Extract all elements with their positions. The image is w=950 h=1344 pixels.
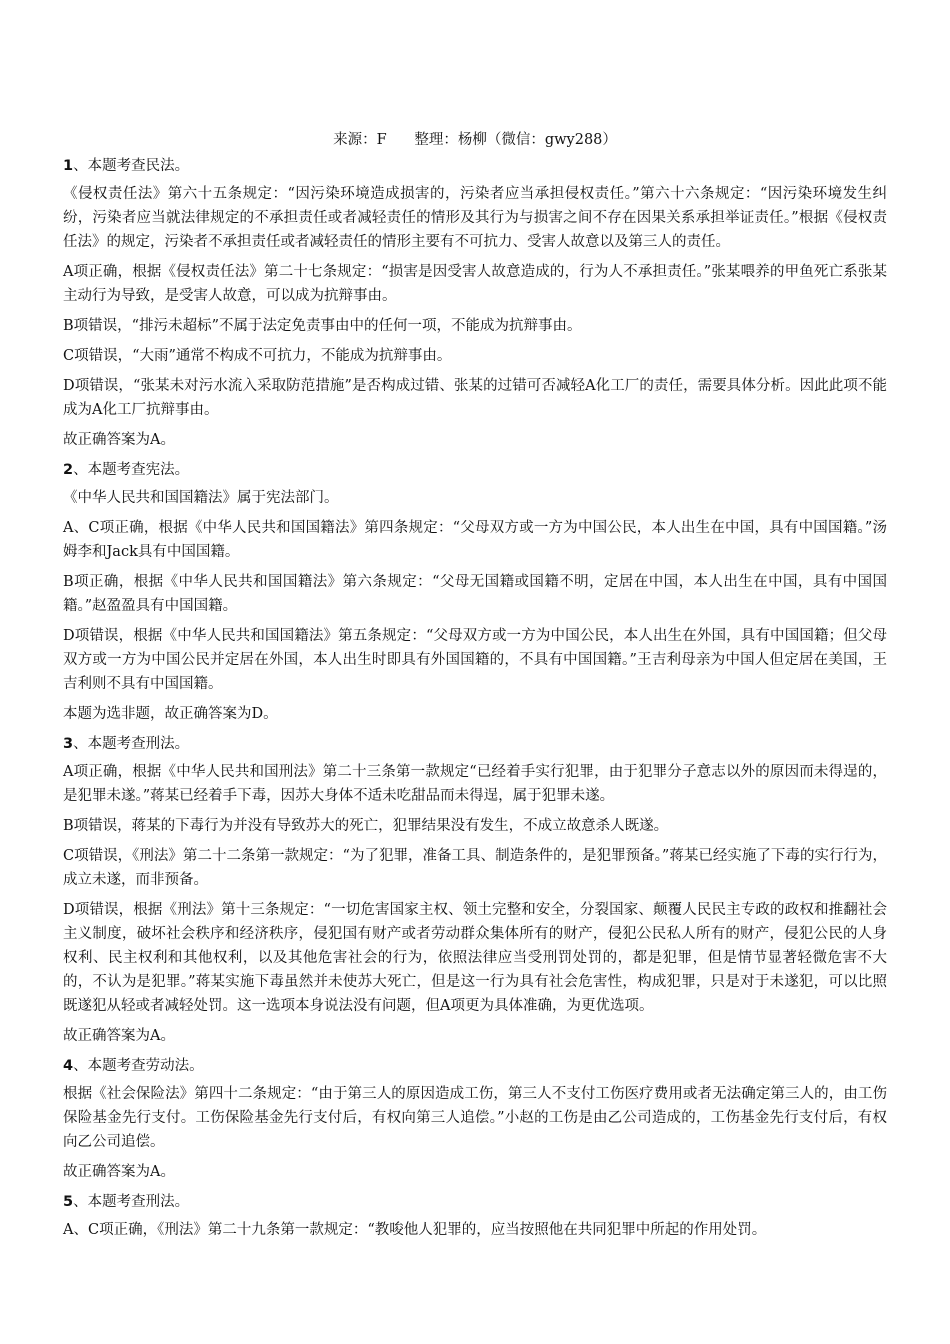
question-title: 4、本题考查劳动法。 bbox=[63, 1058, 204, 1074]
source-label: 来源：F bbox=[333, 132, 387, 148]
question-title: 2、本题考查宪法。 bbox=[63, 462, 190, 478]
question-number: 5 bbox=[63, 1194, 74, 1210]
question-number: 1 bbox=[63, 158, 74, 174]
paragraph: D项错误，根据《中华人民共和国国籍法》第五条规定：“父母双方或一方为中国公民，本人出生在外国，具有中国国籍；但父母双方或一方为中国公民并定居在外国，本人出生时即具有外国国籍的，不具有中国国籍。”王吉利母亲为中国人但定居在美国，王吉利则不具有中国国籍。 bbox=[63, 628, 887, 692]
question-section bbox=[63, 154, 887, 452]
paragraph: 《侵权责任法》第六十五条规定：“因污染环境造成损害的，污染者应当承担侵权责任。”第六十六条规定：“因污染环境发生纠纷，污染者应当就法律规定的不承担责任或者减轻责任的情形及其行为与损害之间不存在因果关系承担举证责任。”根据《侵权责任法》的规定，污染者不承担责任或者减轻责任的情形主要有不可抗力、受害人故意以及第三人的责任。 bbox=[63, 186, 887, 250]
question-number: 2 bbox=[63, 462, 74, 478]
question-title: 3、本题考查刑法。 bbox=[63, 736, 190, 752]
paragraph: D项错误，根据《刑法》第十三条规定：“一切危害国家主权、领土完整和安全，分裂国家、颠覆人民民主专政的政权和推翻社会主义制度，破坏社会秩序和经济秩序，侵犯国有财产或者劳动群众集体所有的财产，侵犯公民私人所有的财产，侵犯公民的人身权利、民主权利和其他权利，以及其他危害社会的行为，依照法律应当受刑罚处罚的，都是犯罪，但是情节显著轻微危害不大的，不认为是犯罪。”蒋某实施下毒虽然并未使苏大死亡，但是这一行为具有社会危害性，构成犯罪，只是对于未遂犯，可以比照既遂犯从轻或者减轻处罚。这一选项本身说法没有问题，但A项更为具体准确，为更优选项。 bbox=[63, 902, 887, 1014]
paragraph: B项正确，根据《中华人民共和国国籍法》第六条规定：“父母无国籍或国籍不明，定居在中国，本人出生在中国，具有中国国籍。”赵盈盈具有中国国籍。 bbox=[63, 574, 887, 614]
header-line bbox=[63, 128, 887, 152]
question-number: 4 bbox=[63, 1058, 74, 1074]
question-section bbox=[63, 1054, 887, 1184]
question-number: 3 bbox=[63, 736, 74, 752]
paragraph: A、C项正确，根据《中华人民共和国国籍法》第四条规定：“父母双方或一方为中国公民，本人出生在中国，具有中国国籍。”汤姆李和Jack具有中国国籍。 bbox=[63, 520, 887, 560]
answer-line: 故正确答案为A。 bbox=[63, 1164, 175, 1180]
answer-line: 故正确答案为A。 bbox=[63, 1028, 175, 1044]
paragraph: 根据《社会保险法》第四十二条规定：“由于第三人的原因造成工伤，第三人不支付工伤医疗费用或者无法确定第三人的，由工伤保险基金先行支付。工伤保险基金先行支付后，有权向第三人追偿。”小赵的工伤是由乙公司造成的，工伤基金先行支付后，有权向乙公司追偿。 bbox=[63, 1086, 887, 1150]
paragraph: D项错误，“张某未对污水流入采取防范措施”是否构成过错、张某的过错可否减轻A化工厂的责任，需要具体分析。因此此项不能成为A化工厂抗辩事由。 bbox=[63, 378, 887, 418]
question-title: 1、本题考查民法。 bbox=[63, 158, 190, 174]
paragraph: C项错误，“大雨”通常不构成不可抗力，不能成为抗辩事由。 bbox=[63, 348, 452, 364]
paragraph: B项错误，蒋某的下毒行为并没有导致苏大的死亡，犯罪结果没有发生，不成立故意杀人既遂。 bbox=[63, 818, 669, 834]
question-section bbox=[63, 458, 887, 726]
answer-line: 本题为选非题，故正确答案为D。 bbox=[63, 706, 278, 722]
question-section bbox=[63, 732, 887, 1048]
document-page bbox=[63, 128, 887, 1248]
paragraph: C项错误，《刑法》第二十二条第一款规定：“为了犯罪，准备工具、制造条件的，是犯罪预备。”蒋某已经实施了下毒的实行行为，成立未遂，而非预备。 bbox=[63, 848, 887, 888]
paragraph: 《中华人民共和国国籍法》属于宪法部门。 bbox=[63, 490, 339, 506]
answer-line: 故正确答案为A。 bbox=[63, 432, 175, 448]
question-title: 5、本题考查刑法。 bbox=[63, 1194, 190, 1210]
paragraph: A项正确，根据《中华人民共和国刑法》第二十三条第一款规定“已经着手实行犯罪，由于犯罪分子意志以外的原因而未得逞的，是犯罪未遂。”蒋某已经着手下毒，因苏大身体不适未吃甜品而未得逞，属于犯罪未遂。 bbox=[63, 764, 887, 804]
question-section bbox=[63, 1190, 887, 1242]
editor-label: 整理：杨柳（微信：gwy288） bbox=[414, 132, 617, 148]
paragraph: B项错误，“排污未超标”不属于法定免责事由中的任何一项，不能成为抗辩事由。 bbox=[63, 318, 582, 334]
paragraph: A、C项正确，《刑法》第二十九条第一款规定：“教唆他人犯罪的，应当按照他在共同犯罪中所起的作用处罚。 bbox=[63, 1222, 767, 1238]
paragraph: A项正确，根据《侵权责任法》第二十七条规定：“损害是因受害人故意造成的，行为人不承担责任。”张某喂养的甲鱼死亡系张某主动行为导致，是受害人故意，可以成为抗辩事由。 bbox=[63, 264, 887, 304]
